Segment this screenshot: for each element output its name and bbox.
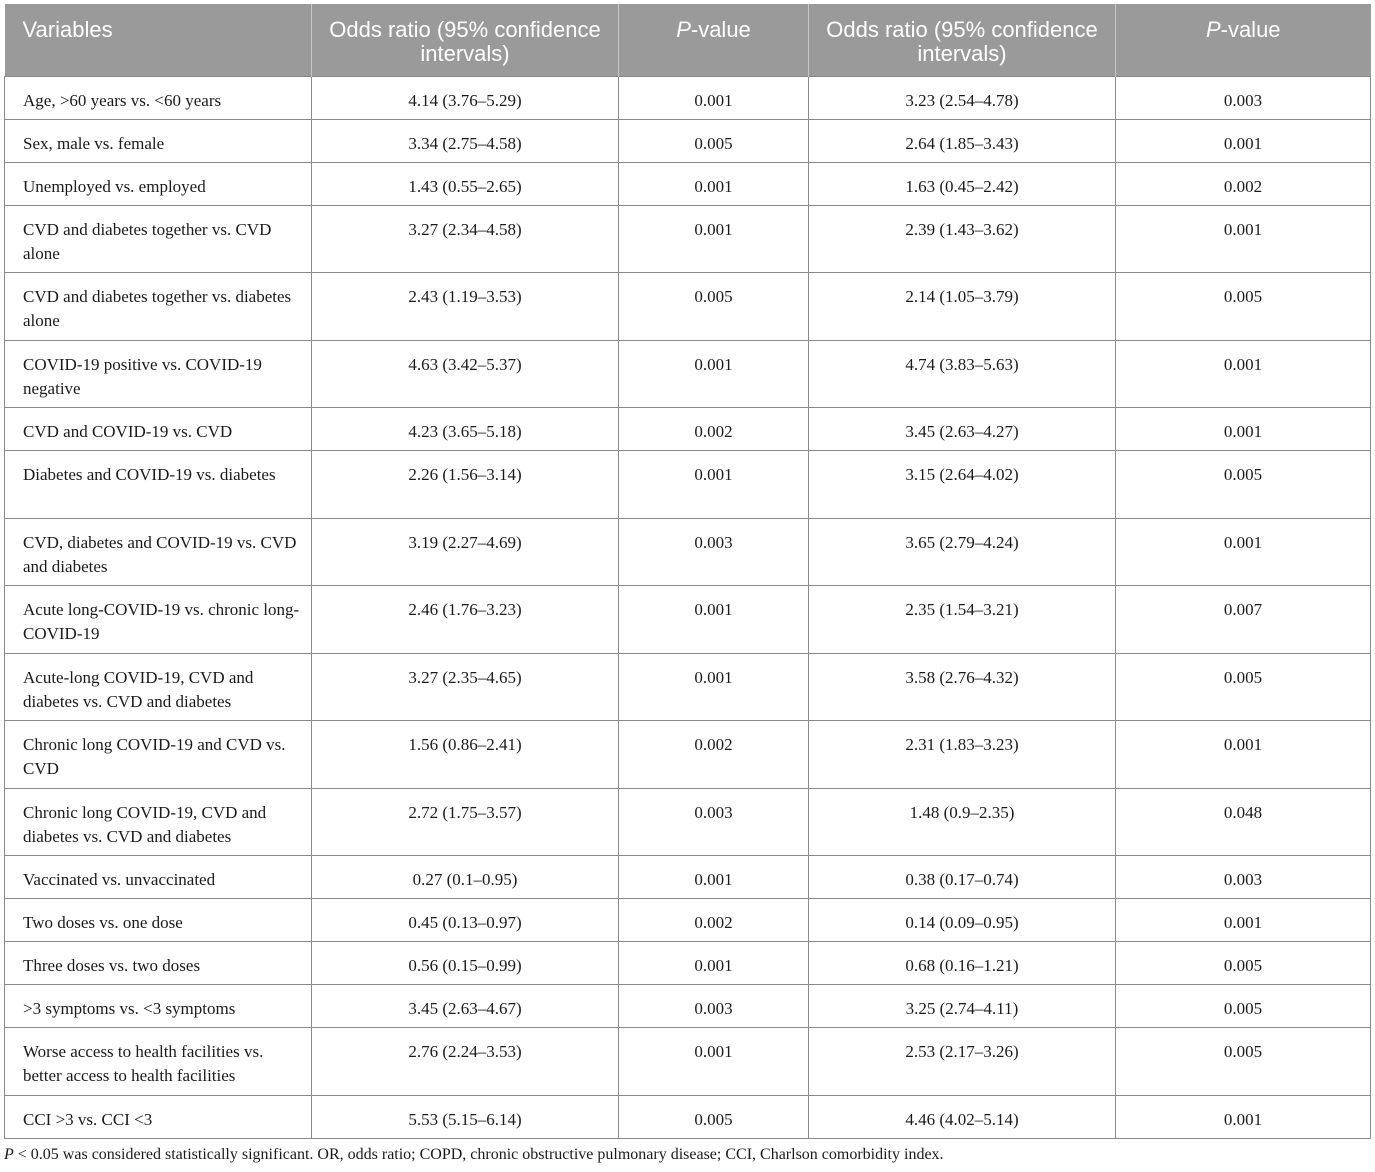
cell-p-value-1: 0.002 bbox=[619, 899, 809, 942]
cell-p-value-2: 0.003 bbox=[1116, 856, 1371, 899]
cell-odds-ratio-1: 2.72 (1.75–3.57) bbox=[312, 788, 619, 856]
cell-odds-ratio-2: 0.68 (0.16–1.21) bbox=[809, 942, 1116, 985]
cell-odds-ratio-2: 2.31 (1.83–3.23) bbox=[809, 721, 1116, 789]
odds-ratio-table-container bbox=[4, 4, 1370, 1139]
cell-p-value-1: 0.003 bbox=[619, 788, 809, 856]
cell-p-value-2: 0.048 bbox=[1116, 788, 1371, 856]
cell-variable: COVID-19 positive vs. COVID-19 negative bbox=[5, 340, 312, 408]
cell-odds-ratio-1: 2.76 (2.24–3.53) bbox=[312, 1028, 619, 1096]
cell-p-value-2: 0.005 bbox=[1116, 653, 1371, 721]
table-footnote bbox=[4, 1146, 944, 1164]
cell-variable: Three doses vs. two doses bbox=[5, 942, 312, 985]
header-p-value-1-italic: P bbox=[676, 17, 691, 42]
table-row bbox=[5, 408, 1371, 451]
header-p-value-1-text: -value bbox=[690, 17, 751, 42]
cell-variable: Worse access to health facilities vs. better access to health facilities bbox=[5, 1028, 312, 1096]
cell-odds-ratio-1: 5.53 (5.15–6.14) bbox=[312, 1095, 619, 1138]
cell-p-value-1: 0.001 bbox=[619, 340, 809, 408]
cell-variable: Diabetes and COVID-19 vs. diabetes bbox=[5, 451, 312, 519]
table-row bbox=[5, 985, 1371, 1028]
footnote-italic: P bbox=[4, 1146, 14, 1163]
cell-variable: Unemployed vs. employed bbox=[5, 162, 312, 205]
cell-odds-ratio-1: 2.43 (1.19–3.53) bbox=[312, 273, 619, 341]
cell-odds-ratio-1: 4.23 (3.65–5.18) bbox=[312, 408, 619, 451]
cell-odds-ratio-1: 4.63 (3.42–5.37) bbox=[312, 340, 619, 408]
footnote-text: < 0.05 was considered statistically significant. OR, odds ratio; COPD, chronic obstructive pulmonary disease; CCI, Charlson comorbidity index. bbox=[13, 1146, 944, 1163]
cell-variable: Sex, male vs. female bbox=[5, 119, 312, 162]
cell-odds-ratio-2: 3.45 (2.63–4.27) bbox=[809, 408, 1116, 451]
cell-p-value-1: 0.002 bbox=[619, 408, 809, 451]
cell-odds-ratio-2: 0.14 (0.09–0.95) bbox=[809, 899, 1116, 942]
cell-odds-ratio-1: 1.43 (0.55–2.65) bbox=[312, 162, 619, 205]
cell-variable: CVD and COVID-19 vs. CVD bbox=[5, 408, 312, 451]
cell-variable: Chronic long COVID-19 and CVD vs. CVD bbox=[5, 721, 312, 789]
table-row bbox=[5, 856, 1371, 899]
table-header-row bbox=[5, 4, 1371, 76]
table-row bbox=[5, 518, 1371, 586]
cell-p-value-2: 0.001 bbox=[1116, 899, 1371, 942]
table-row bbox=[5, 899, 1371, 942]
header-p-value-2-italic: P bbox=[1205, 17, 1221, 42]
cell-p-value-2: 0.005 bbox=[1116, 451, 1371, 519]
cell-odds-ratio-1: 0.45 (0.13–0.97) bbox=[312, 899, 619, 942]
cell-p-value-1: 0.001 bbox=[619, 1028, 809, 1096]
cell-variable: CVD, diabetes and COVID-19 vs. CVD and diabetes bbox=[5, 518, 312, 586]
cell-p-value-2: 0.007 bbox=[1116, 586, 1371, 654]
cell-variable: Acute-long COVID-19, CVD and diabetes vs. CVD and diabetes bbox=[5, 653, 312, 721]
cell-odds-ratio-2: 1.48 (0.9–2.35) bbox=[809, 788, 1116, 856]
cell-odds-ratio-2: 2.39 (1.43–3.62) bbox=[809, 205, 1116, 273]
header-p-value-2 bbox=[1116, 4, 1371, 76]
table-row bbox=[5, 119, 1371, 162]
cell-p-value-1: 0.001 bbox=[619, 76, 809, 119]
cell-p-value-2: 0.001 bbox=[1116, 1095, 1371, 1138]
cell-p-value-1: 0.002 bbox=[619, 721, 809, 789]
cell-variable: Age, >60 years vs. <60 years bbox=[5, 76, 312, 119]
table-body bbox=[5, 76, 1371, 1138]
cell-odds-ratio-1: 3.34 (2.75–4.58) bbox=[312, 119, 619, 162]
cell-p-value-1: 0.001 bbox=[619, 942, 809, 985]
cell-p-value-2: 0.001 bbox=[1116, 205, 1371, 273]
cell-p-value-1: 0.001 bbox=[619, 205, 809, 273]
cell-p-value-2: 0.005 bbox=[1116, 273, 1371, 341]
cell-odds-ratio-1: 2.26 (1.56–3.14) bbox=[312, 451, 619, 519]
header-variables bbox=[5, 4, 312, 76]
table-row bbox=[5, 721, 1371, 789]
cell-variable: CVD and diabetes together vs. diabetes alone bbox=[5, 273, 312, 341]
header-odds-ratio-2 bbox=[809, 4, 1116, 76]
cell-p-value-2: 0.001 bbox=[1116, 518, 1371, 586]
cell-odds-ratio-2: 2.64 (1.85–3.43) bbox=[809, 119, 1116, 162]
cell-p-value-2: 0.003 bbox=[1116, 76, 1371, 119]
cell-p-value-1: 0.001 bbox=[619, 856, 809, 899]
cell-odds-ratio-1: 3.27 (2.35–4.65) bbox=[312, 653, 619, 721]
cell-odds-ratio-2: 2.35 (1.54–3.21) bbox=[809, 586, 1116, 654]
cell-odds-ratio-2: 0.38 (0.17–0.74) bbox=[809, 856, 1116, 899]
header-odds-ratio-2-text: Odds ratio (95% confidence intervals) bbox=[826, 17, 1098, 66]
cell-p-value-1: 0.003 bbox=[619, 985, 809, 1028]
cell-odds-ratio-1: 3.45 (2.63–4.67) bbox=[312, 985, 619, 1028]
cell-variable: Chronic long COVID-19, CVD and diabetes vs. CVD and diabetes bbox=[5, 788, 312, 856]
table-row bbox=[5, 162, 1371, 205]
table-row bbox=[5, 586, 1371, 654]
header-variables-text: Variables bbox=[22, 17, 113, 42]
cell-p-value-2: 0.001 bbox=[1116, 408, 1371, 451]
table-row bbox=[5, 788, 1371, 856]
table-row bbox=[5, 451, 1371, 519]
header-p-value-2-text: -value bbox=[1220, 17, 1281, 42]
cell-p-value-2: 0.001 bbox=[1116, 721, 1371, 789]
cell-odds-ratio-2: 3.65 (2.79–4.24) bbox=[809, 518, 1116, 586]
cell-odds-ratio-2: 3.25 (2.74–4.11) bbox=[809, 985, 1116, 1028]
cell-variable: CCI >3 vs. CCI <3 bbox=[5, 1095, 312, 1138]
header-p-value-1 bbox=[619, 4, 809, 76]
table-row bbox=[5, 653, 1371, 721]
cell-p-value-1: 0.001 bbox=[619, 653, 809, 721]
cell-odds-ratio-2: 2.53 (2.17–3.26) bbox=[809, 1028, 1116, 1096]
cell-p-value-2: 0.001 bbox=[1116, 119, 1371, 162]
header-odds-ratio-1-text: Odds ratio (95% confidence intervals) bbox=[329, 17, 601, 66]
cell-p-value-2: 0.005 bbox=[1116, 1028, 1371, 1096]
cell-p-value-1: 0.001 bbox=[619, 162, 809, 205]
table-row bbox=[5, 1028, 1371, 1096]
cell-variable: CVD and diabetes together vs. CVD alone bbox=[5, 205, 312, 273]
cell-p-value-1: 0.005 bbox=[619, 1095, 809, 1138]
header-odds-ratio-1 bbox=[312, 4, 619, 76]
cell-odds-ratio-2: 3.58 (2.76–4.32) bbox=[809, 653, 1116, 721]
cell-p-value-1: 0.001 bbox=[619, 586, 809, 654]
table-row bbox=[5, 942, 1371, 985]
cell-p-value-1: 0.005 bbox=[619, 273, 809, 341]
cell-odds-ratio-1: 4.14 (3.76–5.29) bbox=[312, 76, 619, 119]
cell-odds-ratio-2: 4.74 (3.83–5.63) bbox=[809, 340, 1116, 408]
odds-ratio-table bbox=[4, 4, 1371, 1139]
cell-odds-ratio-1: 3.27 (2.34–4.58) bbox=[312, 205, 619, 273]
cell-odds-ratio-2: 3.15 (2.64–4.02) bbox=[809, 451, 1116, 519]
cell-odds-ratio-1: 0.56 (0.15–0.99) bbox=[312, 942, 619, 985]
cell-odds-ratio-1: 1.56 (0.86–2.41) bbox=[312, 721, 619, 789]
cell-odds-ratio-2: 1.63 (0.45–2.42) bbox=[809, 162, 1116, 205]
cell-p-value-2: 0.001 bbox=[1116, 340, 1371, 408]
cell-p-value-1: 0.001 bbox=[619, 451, 809, 519]
cell-odds-ratio-1: 3.19 (2.27–4.69) bbox=[312, 518, 619, 586]
cell-variable: >3 symptoms vs. <3 symptoms bbox=[5, 985, 312, 1028]
cell-odds-ratio-2: 2.14 (1.05–3.79) bbox=[809, 273, 1116, 341]
table-row bbox=[5, 273, 1371, 341]
table-row bbox=[5, 76, 1371, 119]
table-row bbox=[5, 340, 1371, 408]
table-row bbox=[5, 205, 1371, 273]
cell-p-value-1: 0.003 bbox=[619, 518, 809, 586]
cell-odds-ratio-2: 3.23 (2.54–4.78) bbox=[809, 76, 1116, 119]
cell-odds-ratio-2: 4.46 (4.02–5.14) bbox=[809, 1095, 1116, 1138]
cell-p-value-2: 0.005 bbox=[1116, 942, 1371, 985]
cell-variable: Two doses vs. one dose bbox=[5, 899, 312, 942]
cell-p-value-2: 0.002 bbox=[1116, 162, 1371, 205]
cell-variable: Acute long-COVID-19 vs. chronic long-COVID-19 bbox=[5, 586, 312, 654]
cell-odds-ratio-1: 2.46 (1.76–3.23) bbox=[312, 586, 619, 654]
cell-odds-ratio-1: 0.27 (0.1–0.95) bbox=[312, 856, 619, 899]
cell-variable: Vaccinated vs. unvaccinated bbox=[5, 856, 312, 899]
cell-p-value-1: 0.005 bbox=[619, 119, 809, 162]
cell-p-value-2: 0.005 bbox=[1116, 985, 1371, 1028]
table-row bbox=[5, 1095, 1371, 1138]
